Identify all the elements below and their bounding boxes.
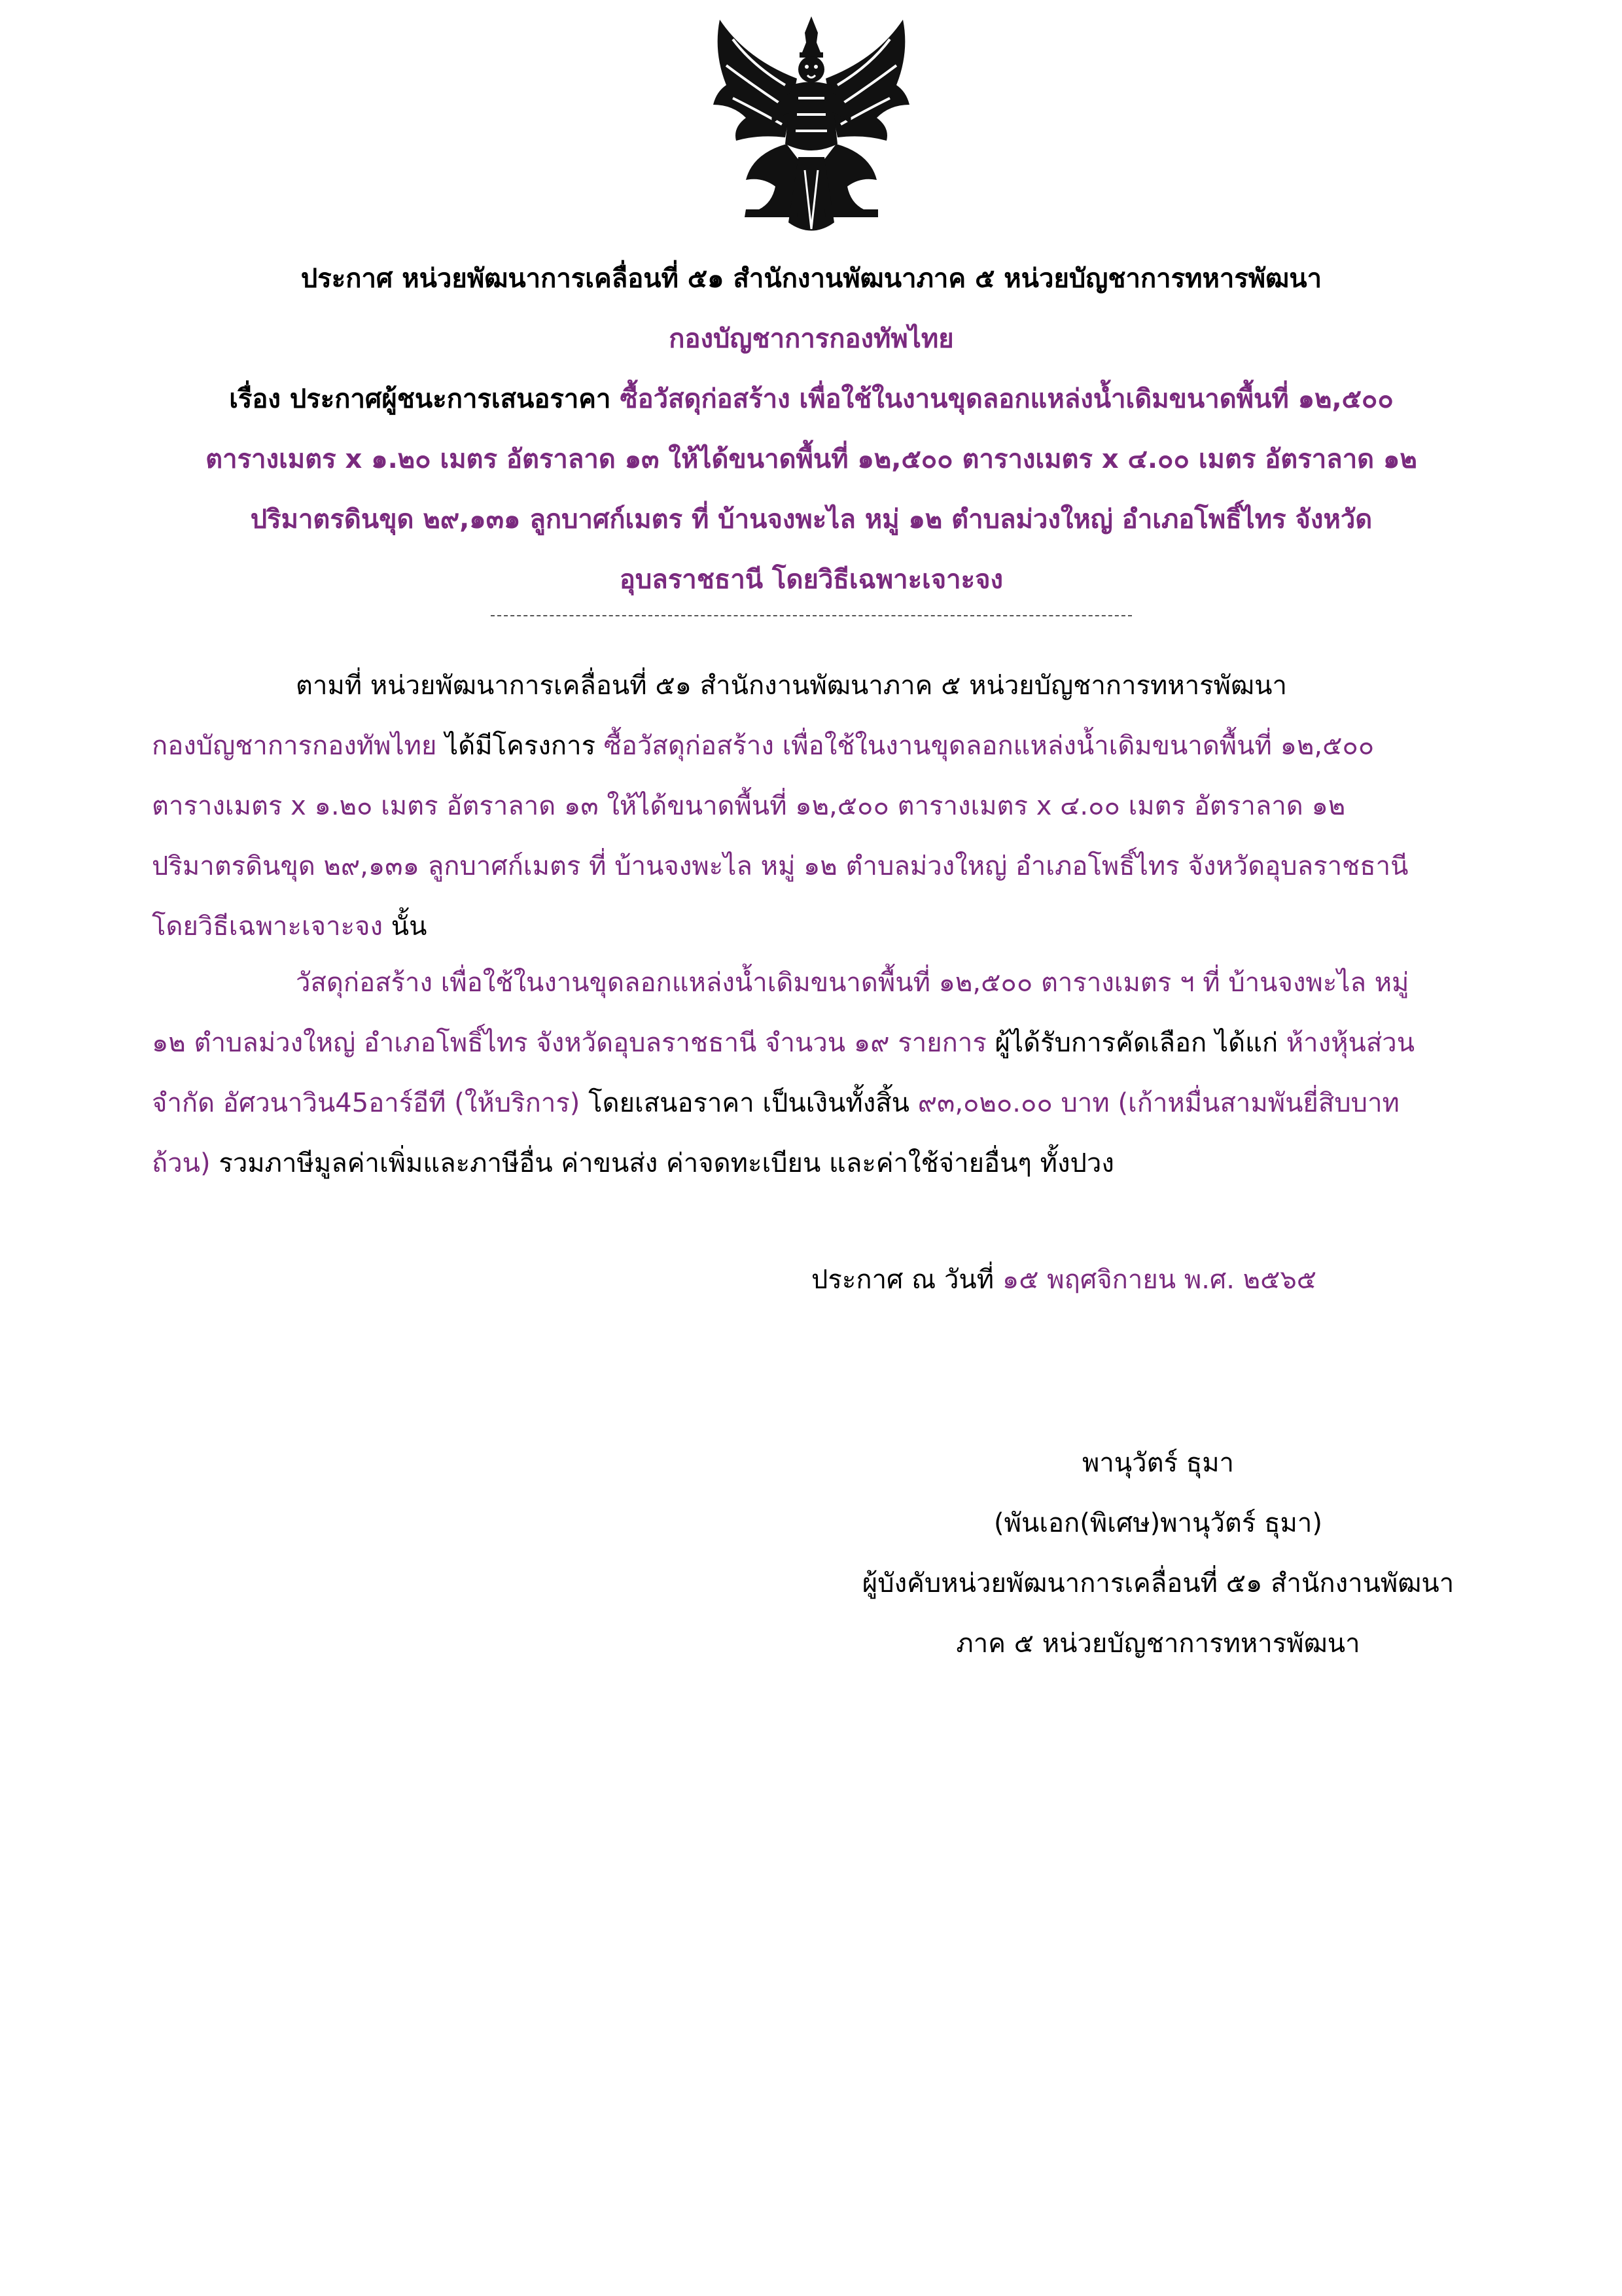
header-subject-line-4: อุบลราชธานี โดยวิธีเฉพาะเจาะจง [619, 565, 1004, 595]
signer-full-name: (พันเอก(พิเศษ)พานุวัตร์ ธุมา) [994, 1508, 1322, 1538]
header-separator [491, 615, 1132, 616]
paragraph2-location: ๑๒ ตำบลม่วงใหญ่ อำเภอโพธิ์ไทร จังหวัดอุบลราชธานี จำนวน ๑๙ รายการ [152, 1028, 987, 1058]
paragraph1-ending: นั้น [383, 911, 427, 942]
paragraph1-method: โดยวิธีเฉพาะเจาะจง [152, 911, 383, 942]
header-subject-prefix: เรื่อง ประกาศผู้ชนะการเสนอราคา [229, 384, 620, 414]
signed-name: พานุวัตร์ ธุมา [1082, 1448, 1235, 1478]
header-subject-line-3: ปริมาตรดินขุด ๒๙,๑๓๑ ลูกบาศก์เมตร ที่ บ้านจงพะไล หมู่ ๑๒ ตำบลม่วงใหญ่ อำเภอโพธิ์ไทร จังหวัด [250, 504, 1373, 535]
paragraph2-line3 [152, 1073, 1473, 1133]
paragraph1-line5 [152, 896, 1473, 957]
paragraph2-vendor-part1: ห้างหุ้นส่วน [1286, 1028, 1415, 1058]
date-value: ๑๕ พฤศจิกายน พ.ศ. ๒๕๖๕ [1002, 1265, 1317, 1295]
paragraph2-amount: ๙๓,๐๒๐.๐๐ บาท (เก้าหมื่นสามพันยี่สิบบาท [917, 1088, 1400, 1118]
signer-position-line2: ภาค ๕ หน่วยบัญชาการทหารพัฒนา [956, 1629, 1360, 1659]
paragraph1-subject: ซื้อวัสดุก่อสร้าง เพื่อใช้ในงานขุดลอกแหล่งน้ำเดิมขนาดพื้นที่ ๑๒,๕๐๐ [603, 731, 1375, 761]
signer-position-line1: ผู้บังคับหน่วยพัฒนาการเคลื่อนที่ ๕๑ สำนักงานพัฒนา [862, 1568, 1455, 1598]
header-subject-line [131, 369, 1492, 429]
paragraph2-selected-label: ผู้ได้รับการคัดเลือก ได้แก่ [986, 1028, 1286, 1058]
header-organization: กองบัญชาการกองทัพไทย [669, 324, 954, 354]
paragraph1-line2 [152, 716, 1473, 776]
paragraph2-tax-note: รวมภาษีมูลค่าเพิ่มและภาษีอื่น ค่าขนส่ง ค่าจดทะเบียน และค่าใช้จ่ายอื่นๆ ทั้งปวง [210, 1148, 1114, 1178]
announcement-date [811, 1250, 1316, 1310]
paragraph1-line1: ตามที่ หน่วยพัฒนาการเคลื่อนที่ ๕๑ สำนักงานพัฒนาภาค ๕ หน่วยบัญชาการทหารพัฒนา [296, 671, 1287, 701]
paragraph2-line4 [152, 1133, 1473, 1193]
paragraph2-line2 [152, 1013, 1473, 1073]
paragraph-project [152, 656, 1473, 957]
paragraph2-vendor-part2: จำกัด อัศวนาวิน45อาร์อีที (ให้บริการ) [152, 1088, 580, 1118]
header-subject-text: ซื้อวัสดุก่อสร้าง เพื่อใช้ในงานขุดลอกแหล่งน้ำเดิมขนาดพื้นที่ ๑๒,๕๐๐ [620, 384, 1394, 414]
paragraph1-line4: ปริมาตรดินขุด ๒๙,๑๓๑ ลูกบาศก์เมตร ที่ บ้านจงพะไล หมู่ ๑๒ ตำบลม่วงใหญ่ อำเภอโพธิ์ไทร จังหวัดอุบลราชธานี [152, 851, 1409, 881]
header-title-line: ประกาศ หน่วยพัฒนาการเคลื่อนที่ ๕๑ สำนักงานพัฒนาภาค ๕ หน่วยบัญชาการทหารพัฒนา [300, 264, 1322, 294]
paragraph1-organization: กองบัญชาการกองทัพไทย [152, 731, 437, 761]
announcement-header [131, 249, 1492, 610]
paragraph2-amount-end: ถ้วน) [152, 1148, 211, 1178]
garuda-emblem-icon [707, 13, 916, 239]
paragraph2-line1: วัสดุก่อสร้าง เพื่อใช้ในงานขุดลอกแหล่งน้ำเดิมขนาดพื้นที่ ๑๒,๕๐๐ ตารางเมตร ฯ ที่ บ้านจงพะไล หมู่ [296, 968, 1409, 998]
paragraph2-price-label: โดยเสนอราคา เป็นเงินทั้งสิ้น [580, 1088, 918, 1118]
date-prefix: ประกาศ ณ วันที่ [811, 1265, 1002, 1295]
header-subject-line-2: ตารางเมตร x ๑.๒๐ เมตร อัตราลาด ๑๓ ให้ได้ขนาดพื้นที่ ๑๒,๕๐๐ ตารางเมตร x ๔.๐๐ เมตร อัตราลาด ๑๒ [205, 444, 1417, 474]
paragraph1-connector: ได้มีโครงการ [436, 731, 604, 761]
paragraph1-line3: ตารางเมตร x ๑.๒๐ เมตร อัตราลาด ๑๓ ให้ได้ขนาดพื้นที่ ๑๒,๕๐๐ ตารางเมตร x ๔.๐๐ เมตร อัตราลาด ๑๒ [152, 791, 1346, 821]
paragraph-winner [152, 953, 1473, 1193]
signature-block [785, 1433, 1531, 1674]
